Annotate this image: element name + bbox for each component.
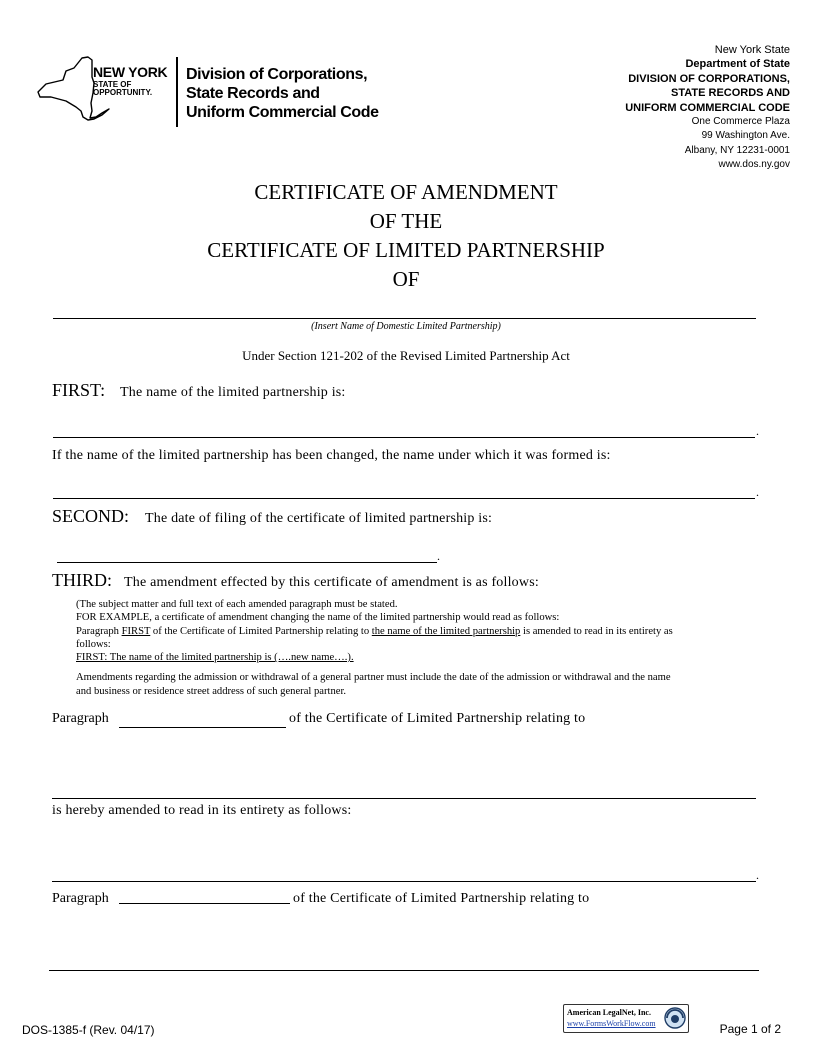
address-block — [550, 43, 790, 173]
paragraph-number-field[interactable] — [119, 903, 290, 904]
globe-icon — [664, 1007, 686, 1029]
second-section-heading: SECOND: — [52, 506, 130, 526]
relating-to-text: of the Certificate of Limited Partnership relating to — [289, 711, 586, 726]
relating-to-field[interactable] — [52, 798, 756, 799]
statute-reference: Under Section 121-202 of the Revised Limited Partnership Act — [242, 348, 570, 363]
instruction-note-2: and business or residence street address of such general partner. — [76, 685, 347, 697]
title-line-2: OF THE — [369, 209, 443, 233]
period-mark: . — [756, 868, 759, 882]
instruction-note-1: Amendments regarding the admission or withdrawal of a general partner must include the date of the admission or withdrawal and the name — [76, 672, 671, 684]
address-line-5: UNIFORM COMMERCIAL CODE — [625, 101, 790, 114]
page-number: Page 1 of 2 — [719, 1022, 781, 1036]
period-mark: . — [437, 549, 440, 563]
instruction-line-4: follows: — [76, 638, 111, 650]
address-line-4: STATE RECORDS AND — [671, 87, 790, 100]
document-title — [0, 178, 812, 294]
third-section-text: The amendment effected by this certificate of amendment is as follows: — [124, 575, 539, 590]
partnership-name-line[interactable] — [53, 318, 756, 319]
instructions-block — [76, 598, 756, 698]
third-section-heading: THIRD: — [52, 570, 112, 590]
partnership-name-caption: (Insert Name of Domestic Limited Partnership) — [311, 321, 501, 332]
logo-divider — [176, 57, 178, 127]
logo-tagline-2: OPPORTUNITY. — [93, 88, 153, 97]
logo-division-line-2: State Records and — [186, 85, 320, 102]
period-mark: . — [756, 485, 759, 499]
badge-company: American LegalNet, Inc. — [567, 1008, 651, 1017]
instruction-line-3: Paragraph FIRST of the Certificate of Limited Partnership relating to the name of the limited partnership is amended to read in its entirety as — [76, 625, 673, 637]
title-line-3: CERTIFICATE OF LIMITED PARTNERSHIP — [207, 238, 605, 262]
instruction-line-5: FIRST: The name of the limited partnership is (….new name….). — [76, 652, 354, 664]
relating-to-field[interactable] — [49, 970, 759, 971]
address-line-6: One Commerce Plaza — [691, 116, 790, 128]
original-name-field[interactable] — [53, 498, 755, 499]
amended-text: is hereby amended to read in its entirety as follows: — [52, 803, 352, 818]
period-mark: . — [756, 424, 759, 438]
form-id: DOS-1385-f (Rev. 04/17) — [22, 1023, 155, 1037]
address-line-3: DIVISION OF CORPORATIONS, — [628, 72, 790, 85]
first-section-heading: FIRST: — [52, 380, 106, 400]
logo-tagline-1: STATE OF — [93, 80, 132, 89]
paragraph-label: Paragraph — [52, 891, 109, 906]
logo-division-line-3: Uniform Commercial Code — [186, 104, 379, 121]
address-line-2: Department of State — [685, 58, 790, 71]
paragraph-number-field[interactable] — [119, 727, 286, 728]
name-changed-text: If the name of the limited partnership has been changed, the name under which it was formed is: — [52, 448, 611, 463]
instruction-line-2: FOR EXAMPLE, a certificate of amendment changing the name of the limited partnership would read as follows: — [76, 612, 560, 624]
first-section-text: The name of the limited partnership is: — [120, 385, 346, 400]
instruction-line-1: (The subject matter and full text of each amended paragraph must be stated. — [76, 599, 398, 610]
filing-date-field[interactable] — [57, 562, 437, 563]
logo-division-line-1: Division of Corporations, — [186, 66, 368, 83]
badge-url[interactable]: www.FormsWorkFlow.com — [567, 1019, 656, 1028]
partnership-name-field[interactable] — [53, 437, 755, 438]
legalnet-badge[interactable] — [563, 1004, 689, 1033]
address-line-7: 99 Washington Ave. — [701, 130, 790, 142]
second-section-text: The date of filing of the certificate of limited partnership is: — [145, 511, 493, 526]
address-line-9: www.dos.ny.gov — [718, 159, 790, 171]
title-line-1: CERTIFICATE OF AMENDMENT — [254, 180, 558, 204]
address-line-8: Albany, NY 12231-0001 — [684, 144, 790, 156]
amended-content-field[interactable] — [52, 881, 756, 882]
title-line-4: OF — [392, 267, 420, 291]
address-line-1: New York State — [714, 44, 790, 56]
relating-to-text: of the Certificate of Limited Partnership relating to — [293, 891, 590, 906]
paragraph-label: Paragraph — [52, 711, 109, 726]
logo-state-name: NEW YORK — [93, 64, 168, 80]
